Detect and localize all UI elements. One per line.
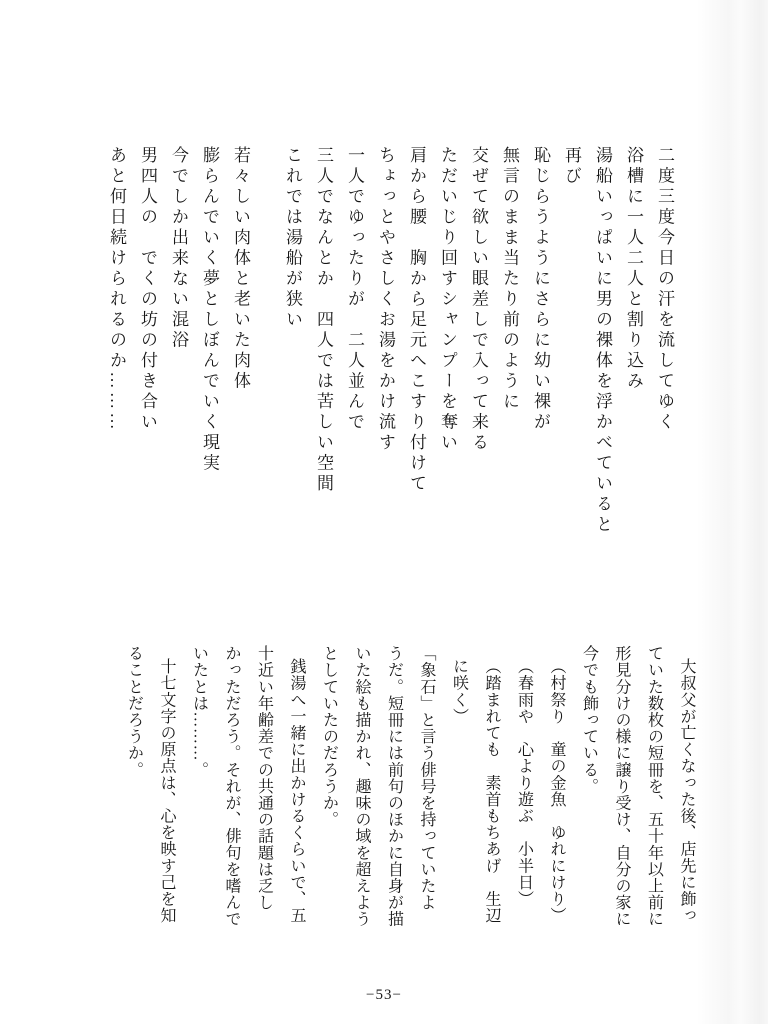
poem-line: 肩から腰 胸から足元へこすり付けて (407, 146, 426, 495)
page-number: −53− (366, 987, 402, 1003)
poem-line: 恥じらうようにさらに幼い裸が (531, 146, 550, 433)
essay-line: ることだろうか。 (125, 645, 143, 778)
poem-line: 一人でゆったりが 二人並んで (345, 146, 364, 433)
essay-line: ていた数枚の短冊を、五十年以上前に (645, 645, 663, 928)
poem-line: 再び (562, 146, 581, 187)
poem-line: 今でしか出来ない混浴 (169, 146, 188, 351)
poem-line: 交ぜて欲しい眼差しで入って来る (469, 146, 488, 454)
scan-edge-shadow (696, 0, 768, 1024)
poem-line: 膨らんでいく夢としぼんでいく現実 (200, 146, 219, 474)
essay-line: いたとは………。 (190, 645, 208, 778)
poem-line: 三人でなんとか 四人では苦しい空間 (314, 146, 333, 495)
poem-line: 無言のまま当たり前のように (500, 146, 519, 413)
essay-line: に咲く） (450, 657, 468, 725)
essay-line: 十七文字の原点は、心を映す己を知 (158, 657, 175, 924)
essay-line: 十近い年齢差での共通の話題は乏し (255, 645, 273, 911)
essay-line: 大叔父が亡くなった後、店先に飾っ (678, 657, 695, 924)
poem-line: 浴槽に一人二人と割り込み (624, 146, 643, 392)
essay-line: うだ。短冊には前句のほかに自身が描 (385, 645, 403, 928)
essay-line: いた絵も描かれ、趣味の域を超えよう (353, 645, 370, 928)
poem-line: ちょっとやさしくお湯をかけ流す (376, 146, 395, 454)
essay-line: 形見分けの様に譲り受け、自分の家に (613, 645, 630, 928)
essay-line: かっただろう。それが、俳句を嗜んで (223, 645, 240, 928)
poem-line: 湯船いっぱいに男の裸体を浮かべていると (593, 146, 612, 536)
essay-line: （踏まれても 素首もちあげ 生辺 (483, 657, 500, 924)
essay-line: （村祭り 童の金魚 ゆれにけり） (548, 657, 565, 924)
poem-line: ただいじり回すシャンプーを奪い (438, 146, 457, 454)
poem-block (101, 146, 680, 586)
essay-line: （春雨や 心より遊ぶ 小半日） (515, 657, 533, 907)
poem-line: 男四人の でくの坊の付き合い (138, 146, 157, 433)
poem-line: あと何日続けられるのか……… (107, 146, 126, 433)
essay-line: としていたのだろうか。 (320, 645, 338, 828)
poem-line: これでは湯船が狭い (283, 146, 302, 331)
poem-line: 若々しい肉体と老いた肉体 (231, 146, 250, 392)
poem-line: 二度三度今日の汗を流してゆく (655, 146, 674, 433)
essay-line: 銭湯へ一緒に出かけるくらいで、五 (288, 657, 305, 924)
essay-line: 「象石」と言う俳号を持っていたよ (418, 645, 435, 911)
essay-line: 今でも飾っている。 (580, 645, 598, 795)
essay-block (117, 645, 702, 975)
